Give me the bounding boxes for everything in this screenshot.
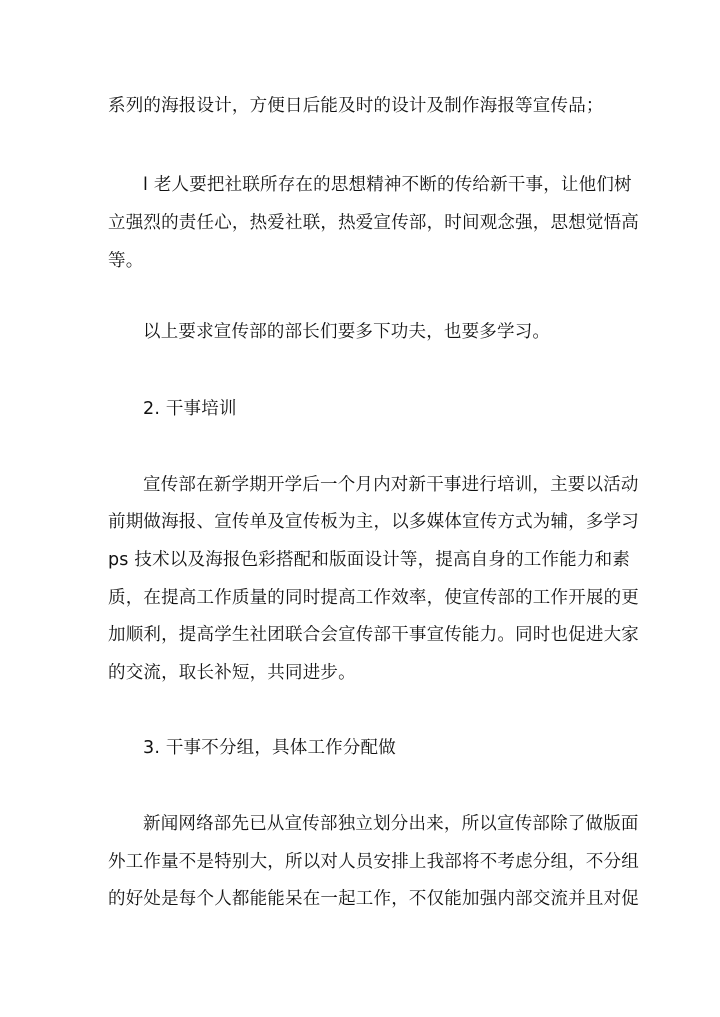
paragraph-line: 外工作量不是特别大，所以对人员安排上我部将不考虑分组，不分组	[108, 852, 639, 872]
paragraph-line: 的交流，取长补短，共同进步。	[108, 663, 356, 683]
section-heading: 3. 干事不分组，具体工作分配做	[143, 738, 396, 758]
paragraph-line: 宣传部在新学期开学后一个月内对新干事进行培训，主要以活动	[143, 475, 639, 495]
paragraph-line: 前期做海报、宣传单及宣传板为主，以多媒体宣传方式为辅，多学习	[108, 512, 639, 532]
paragraph-line: l 老人要把社联所存在的思想精神不断的传给新干事，让他们树	[143, 175, 632, 195]
section-heading: 2. 干事培训	[143, 399, 237, 419]
paragraph-line: 等。	[108, 251, 144, 271]
paragraph-line: 的好处是每个人都能能呆在一起工作，不仅能加强内部交流并且对促	[108, 889, 639, 909]
paragraph-line: 立强烈的责任心，热爱社联，热爱宣传部，时间观念强，思想觉悟高	[108, 213, 639, 233]
paragraph-line: 新闻网络部先已从宣传部独立划分出来，所以宣传部除了做版面	[143, 814, 639, 834]
paragraph-line: 以上要求宣传部的部长们要多下功夫，也要多学习。	[143, 322, 551, 342]
paragraph-line: 系列的海报设计，方便日后能及时的设计及制作海报等宣传品；	[108, 96, 604, 116]
paragraph-line: 质，在提高工作质量的同时提高工作效率，使宣传部的工作开展的更	[108, 588, 639, 608]
paragraph-line: 加顺利，提高学生社团联合会宣传部干事宣传能力。同时也促进大家	[108, 625, 639, 645]
paragraph-line: ps 技术以及海报色彩搭配和版面设计等，提高自身的工作能力和素	[108, 550, 630, 570]
